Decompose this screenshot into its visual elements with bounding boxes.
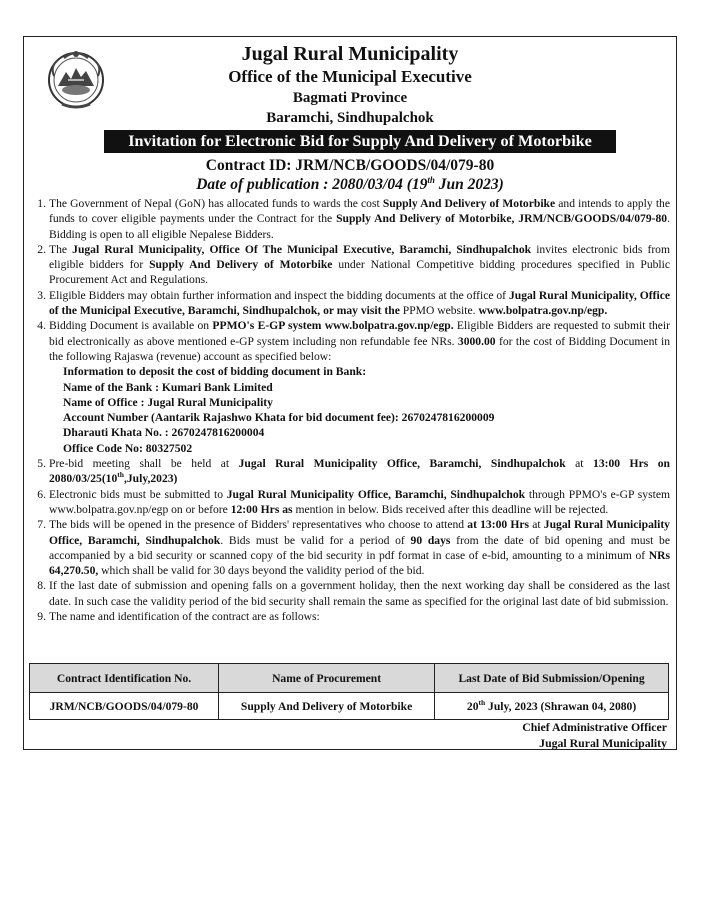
bank-details	[63, 364, 670, 456]
list-item: 7. The bids will be opened in the presence of Bidders' representatives who choose to attend at 13:00 Hrs at Jugal Rural Municipality Office, Baramchi, Sindhupalchok. Bids must be valid for a period of 90 days from the date of bid opening and must be accompanied by a bid security or scanned copy of the bid security in pdf format in case of e-bid, amounting to a minimum of NRs 64,270.50, which shall be valid for 30 days beyond the validity period of the bid.	[37, 518, 670, 578]
bank-name: Name of the Bank : Kumari Bank Limited	[63, 380, 273, 394]
municipality-title: Jugal Rural Municipality	[241, 43, 459, 65]
contract-table	[29, 663, 669, 720]
invitation-banner: Invitation for Electronic Bid for Supply And Delivery of Motorbike	[104, 130, 616, 153]
signature-title: Chief Administrative Officer	[522, 720, 667, 734]
signature-org: Jugal Rural Municipality	[539, 736, 667, 750]
list-item: 4. Bidding Document is available on PPMO's E-GP system www.bolpatra.gov.np/egp. Eligible Bidders are requested to submit their bid electronically as above mentioned e-GP system including non refundable fee NRs. 3000.00 for the cost of Bidding Document in the following Rajaswa (revenue) account as specified below: Information to deposit the cost of bidding document in Bank: Name of the Bank : Kumari Bank Limited Name of Office : Jugal Rural Municipality Account Number (Aantarik Rajashwo Khata for bid document fee): 2670247816200009 Dharauti Khata No. : 2670247816200004 Office Code No: 80327502	[37, 319, 670, 455]
list-item: 8. If the last date of submission and opening falls on a government holiday, then the next working day shall be considered as the last date. In such case the validity period of the bid security shall remain the same as specified for the original last date of bid submission.	[37, 579, 670, 608]
column-header: Last Date of Bid Submission/Opening	[435, 664, 669, 693]
list-item: 6. Electronic bids must be submitted to Jugal Rural Municipality Office, Baramchi, Sindhupalchok through PPMO's e-GP system www.bolpatra.gov.np/egp on or before 12:00 Hrs as mention in below. Bids received after this deadline will be rejected.	[37, 487, 670, 516]
office-name-line: Name of Office : Jugal Rural Municipality	[63, 395, 273, 409]
procurement-name-cell: Supply And Delivery of Motorbike	[219, 693, 435, 720]
list-item: 9. The name and identification of the contract are as follows:	[37, 610, 320, 624]
dharauti-khata: Dharauti Khata No. : 2670247816200004	[63, 426, 265, 440]
office-code: Office Code No: 80327502	[63, 441, 193, 455]
office-name: Office of the Municipal Executive	[228, 67, 472, 86]
notice-items	[26, 196, 670, 624]
deadline-cell: 20th July, 2023 (Shrawan 04, 2080)	[435, 693, 669, 720]
column-header: Contract Identification No.	[30, 664, 219, 693]
account-number: Account Number (Aantarik Rajashwo Khata for bid document fee): 2670247816200009	[63, 411, 495, 425]
list-item: 3. Eligible Bidders may obtain further information and inspect the bidding documents at the office of Jugal Rural Municipality, Office of the Municipal Executive, Baramchi, Sindhupalchok, or may visit the PPMO website. www.bolpatra.gov.np/egp.	[37, 288, 670, 318]
table-row	[30, 693, 669, 720]
table-header-row	[30, 664, 669, 693]
location-name: Baramchi, Sindhupalchok	[266, 110, 434, 126]
bid-notice	[23, 36, 677, 750]
contract-id-cell: JRM/NCB/GOODS/04/079-80	[30, 693, 219, 720]
publication-date: Date of publication : 2080/03/04 (19th Jun 2023)	[196, 174, 504, 193]
contract-id: Contract ID: JRM/NCB/GOODS/04/079-80	[205, 157, 495, 174]
column-header: Name of Procurement	[219, 664, 435, 693]
list-item: 1. The Government of Nepal (GoN) has allocated funds to wards the cost Supply And Delivery of Motorbike and intends to apply the funds to cover eligible payments under the Contract for the Supply And Delivery of Motorbike, JRM/NCB/GOODS/04/079-80. Bidding is open to all eligible Nepalese Bidders.	[37, 197, 670, 241]
province-name: Bagmati Province	[292, 90, 408, 106]
list-item: 2. The Jugal Rural Municipality, Office Of The Municipal Executive, Baramchi, Sindhupalchok invites electronic bids from eligible bidders for Supply And Delivery of Motorbike under National Competitive bidding procedures specified in Public Procurement Act and Regulations.	[37, 242, 670, 287]
list-item: 5. Pre-bid meeting shall be held at Jugal Rural Municipality Office, Baramchi, Sindhupalchok at 13:00 Hrs on 2080/03/25(10th,July,2023)	[37, 457, 670, 486]
bank-info-heading: Information to deposit the cost of bidding document in Bank:	[63, 365, 367, 379]
